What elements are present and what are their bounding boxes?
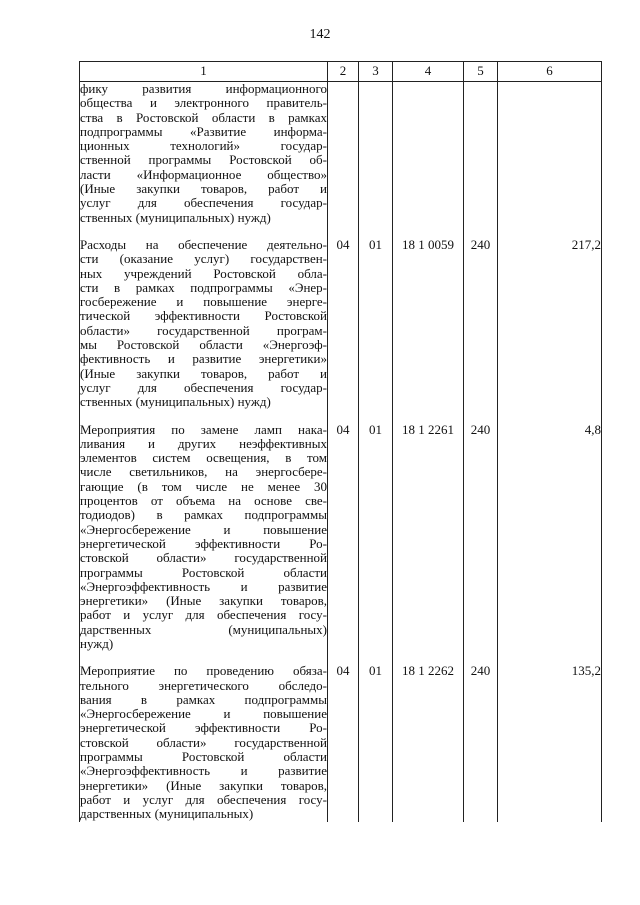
table-body bbox=[80, 82, 602, 822]
budget-table bbox=[79, 61, 602, 822]
row-target-article: 18 1 2262 bbox=[393, 651, 464, 821]
description-line: фективность и развитие энергетики» bbox=[80, 351, 327, 367]
row-description bbox=[80, 410, 328, 652]
description-line: энергетики» (Иные закупки товаров, bbox=[80, 777, 327, 793]
description-line: услуг для обеспечения государ- bbox=[80, 195, 327, 211]
description-line: ных учреждений Ростовской обла- bbox=[80, 265, 327, 281]
row-subsection-code: 01 bbox=[359, 410, 393, 652]
description-line: работ и услуг для обеспечения госу- bbox=[80, 791, 327, 807]
row-description bbox=[80, 82, 328, 225]
row-section-code: 04 bbox=[328, 225, 359, 410]
row-expense-type bbox=[464, 82, 498, 225]
description-line: ственных (муниципальных) нужд) bbox=[80, 394, 271, 410]
column-header-target-article: 4 bbox=[393, 62, 464, 82]
description-line: тодиодов) в рамках подпрограммы bbox=[80, 507, 327, 523]
row-amount: 135,2 bbox=[498, 651, 602, 821]
page-number: 142 bbox=[309, 27, 331, 42]
description-line: услуг для обеспечения государ- bbox=[80, 379, 327, 395]
description-line: программы Ростовской области bbox=[80, 749, 327, 765]
description-line: тельного энергетического обследо- bbox=[80, 677, 327, 693]
description-line: области» государственной програм- bbox=[80, 322, 327, 338]
description-line: ласти «Информационное общество» bbox=[80, 166, 327, 182]
row-amount: 4,8 bbox=[498, 410, 602, 652]
table-row bbox=[80, 82, 602, 225]
row-subsection-code: 01 bbox=[359, 651, 393, 821]
description-line: вания в рамках подпрограммы bbox=[80, 691, 327, 707]
row-section-code: 04 bbox=[328, 410, 359, 652]
row-expense-type: 240 bbox=[464, 651, 498, 821]
table-row bbox=[80, 651, 602, 821]
description-line: энергетической эффективности Ро- bbox=[80, 535, 327, 551]
description-line: гающие (в том числе не менее 30 bbox=[80, 478, 327, 494]
description-line: ства в Ростовской области в рамках bbox=[80, 109, 327, 125]
row-expense-type: 240 bbox=[464, 225, 498, 410]
description-line: Расходы на обеспечение деятельно- bbox=[80, 236, 327, 252]
row-subsection-code: 01 bbox=[359, 225, 393, 410]
row-description bbox=[80, 651, 328, 821]
description-line: элементов систем освещения, в том bbox=[80, 450, 327, 466]
description-line: фику развития информационного bbox=[80, 81, 327, 96]
row-section-code: 04 bbox=[328, 651, 359, 821]
description-line: ственных (муниципальных) нужд) bbox=[80, 209, 271, 225]
row-amount bbox=[498, 82, 602, 225]
description-line: тической эффективности Ростовской bbox=[80, 308, 327, 324]
column-header-subsection: 3 bbox=[359, 62, 393, 82]
row-target-article: 18 1 0059 bbox=[393, 225, 464, 410]
description-line: числе светильников, на энергосбере- bbox=[80, 464, 327, 480]
description-line: ливания и других неэффективных bbox=[80, 435, 327, 451]
table-row bbox=[80, 410, 602, 652]
description-line: «Энергоэффективность и развитие bbox=[80, 578, 327, 594]
description-line: «Энергоэффективность и развитие bbox=[80, 763, 327, 779]
description-line: стовской области» государственной bbox=[80, 734, 327, 750]
description-line: (Иные закупки товаров, работ и bbox=[80, 365, 327, 381]
description-line: (Иные закупки товаров, работ и bbox=[80, 181, 327, 197]
description-line: процентов от объема на основе све- bbox=[80, 493, 327, 509]
description-line: сти в рамках подпрограммы «Энер- bbox=[80, 279, 327, 295]
description-line: сти (оказание услуг) государствен- bbox=[80, 251, 327, 267]
column-header-expense-type: 5 bbox=[464, 62, 498, 82]
column-header-amount: 6 bbox=[498, 62, 602, 82]
column-header-description: 1 bbox=[80, 62, 328, 82]
description-line: дарственных (муниципальных) bbox=[80, 806, 254, 822]
column-header-section: 2 bbox=[328, 62, 359, 82]
description-line: ционных технологий» государ- bbox=[80, 138, 327, 154]
table-row bbox=[80, 225, 602, 410]
description-line: «Энергосбережение и повышение bbox=[80, 706, 327, 722]
table-header-row bbox=[80, 62, 602, 82]
description-line: работ и услуг для обеспечения госу- bbox=[80, 607, 327, 623]
description-line: госбережение и повышение энерге- bbox=[80, 294, 327, 310]
row-section-code bbox=[328, 82, 359, 225]
description-line: энергетики» (Иные закупки товаров, bbox=[80, 593, 327, 609]
description-line: дарственных (муниципальных) bbox=[80, 621, 327, 637]
row-subsection-code bbox=[359, 82, 393, 225]
description-line: стовской области» государственной bbox=[80, 550, 327, 566]
row-description bbox=[80, 225, 328, 410]
row-target-article: 18 1 2261 bbox=[393, 410, 464, 652]
description-line: общества и электронного правитель- bbox=[80, 95, 327, 111]
description-line: нужд) bbox=[80, 635, 114, 651]
row-expense-type: 240 bbox=[464, 410, 498, 652]
description-line: энергетической эффективности Ро- bbox=[80, 720, 327, 736]
description-line: программы Ростовской области bbox=[80, 564, 327, 580]
description-line: подпрограммы «Развитие информа- bbox=[80, 123, 327, 139]
description-line: ственной программы Ростовской об- bbox=[80, 152, 327, 168]
description-line: Мероприятия по замене ламп нака- bbox=[80, 421, 327, 437]
row-amount: 217,2 bbox=[498, 225, 602, 410]
description-line: мы Ростовской области «Энергоэф- bbox=[80, 337, 327, 353]
row-target-article bbox=[393, 82, 464, 225]
description-line: Мероприятие по проведению обяза- bbox=[80, 663, 327, 679]
description-line: «Энергосбережение и повышение bbox=[80, 521, 327, 537]
